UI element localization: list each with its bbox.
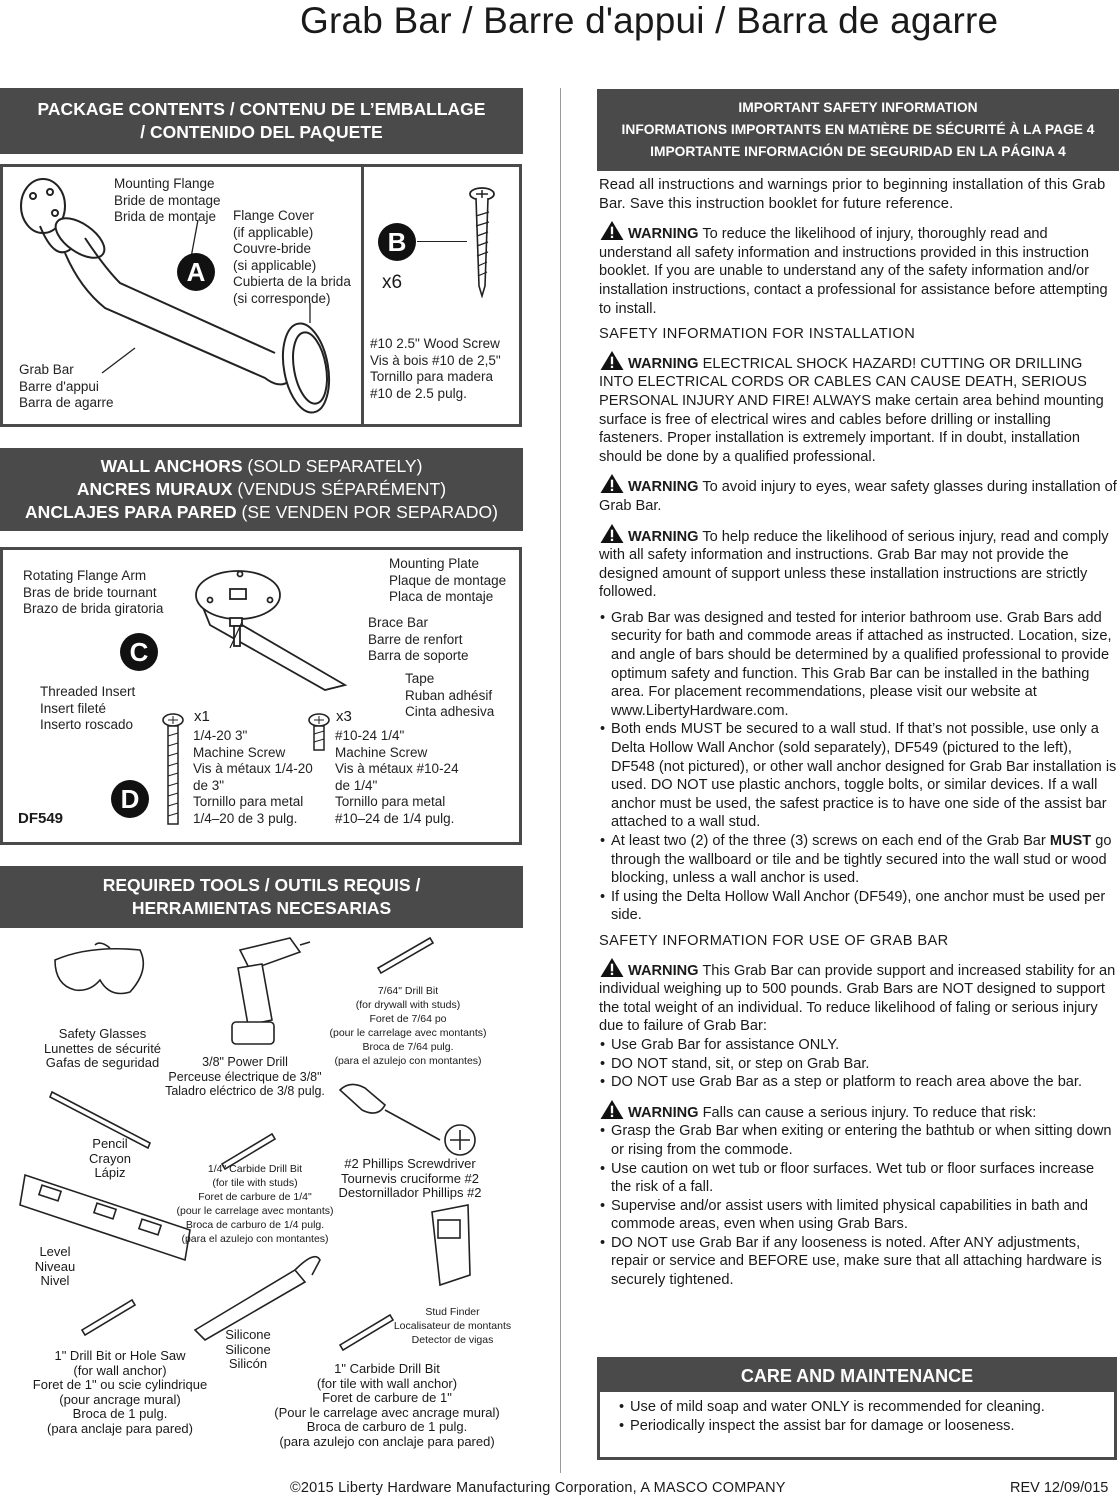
screw3-fr-size: de 1/4" [335, 777, 378, 793]
fall-4-c: use, make sure that all attaching hardware is securely tightened. [611, 1253, 1102, 1289]
wall-anchors-line2 [0, 478, 523, 501]
warning-6 [599, 1099, 1118, 1123]
glasses-es: Gafas de seguridad [45, 1055, 160, 1070]
flange-cover-fr: Couvre-bride [233, 241, 312, 256]
stud-finder-label [385, 1305, 520, 1347]
holesaw-fr: Foret de 1" ou scie cylindrique [32, 1377, 208, 1392]
bit764-en: 7/64" Drill Bit [377, 985, 439, 997]
bit14-es: Broca de carburo de 1/4 pulg. [185, 1219, 325, 1231]
holesaw-en-note: (for wall anchor) [73, 1362, 167, 1378]
brace-bar-en: Brace Bar [368, 615, 429, 630]
use-bullet-1 [611, 1036, 1118, 1055]
warning-6-label: WARNING [628, 1104, 699, 1121]
bit764-fr-note: (pour le carrelage avec montants) [329, 1027, 487, 1039]
warning-icon [599, 1099, 625, 1120]
wall-anchors-es-note: (SE VENDEN POR SEPARADO) [236, 502, 498, 522]
machine-screw-long-label [193, 728, 313, 827]
screw1-en: Machine Screw [193, 744, 286, 760]
use-1-bold: ONLY [798, 1036, 836, 1053]
brace-bar-fr: Barre de renfort [368, 631, 463, 647]
level-es: Nivel [40, 1273, 70, 1288]
screw3-en: Machine Screw [335, 744, 428, 760]
drill-es: Taladro eléctrico de 3/8 pulg. [165, 1084, 325, 1098]
required-tools-header [0, 866, 523, 928]
glasses-fr: Lunettes de sécurité [43, 1040, 162, 1056]
mounting-flange-en: Mounting Flange [114, 176, 215, 191]
safety-text [599, 176, 1118, 1297]
part-d-badge: D [111, 780, 149, 818]
care-bullet-2: • Periodically inspect the assist bar for damage or looseness. [630, 1417, 1114, 1436]
tape-label [405, 671, 494, 721]
screw1-es-size: 1/4–20 de 3 pulg. [193, 810, 298, 826]
mounting-plate-en: Mounting Plate [389, 556, 480, 571]
bullet-3-post: go through the wallboard or tile and be tightly secured into the wall stud or wood blocking, unless a wall anchor is used. [611, 833, 1112, 887]
machine-screw-short-label [335, 728, 459, 827]
warning-3-text: To avoid injury to eyes, wear safety glasses during installation of Grab Bar. [599, 479, 1117, 514]
carbide-bit-1-label [262, 1362, 512, 1449]
bit14-fr: Foret de carbure de 1/4" [198, 1191, 312, 1203]
rotating-flange-fr: Bras de bride tournant [23, 584, 157, 600]
drill-bit-764-label [318, 984, 498, 1068]
use-2-bold: DO NOT [611, 1055, 668, 1072]
use-bullet-2 [611, 1055, 1118, 1074]
level-label [25, 1245, 85, 1289]
fall-4-b: adjustments, repair or service and [611, 1234, 1081, 1270]
use-1-pre: Use Grab Bar for assistance [611, 1036, 799, 1053]
wall-anchor-illustration [170, 560, 400, 700]
warning-icon [599, 350, 625, 371]
warning-4 [599, 523, 1118, 602]
screw1-fr-size: de 3" [193, 777, 225, 793]
bit14-es-note: (para el azulejo con montantes) [181, 1233, 329, 1245]
threaded-insert-label [40, 684, 135, 734]
warning-5-not: NOT [942, 981, 973, 998]
part-b-badge: B [378, 223, 416, 261]
carbide1-en-note: (for tile with wall anchor) [316, 1375, 458, 1391]
screw3-size: #10-24 1/4" [335, 728, 405, 743]
flange-cover-en-note: (if applicable) [233, 224, 314, 240]
carbide1-es-note: (para azulejo con anclaje para pared) [279, 1433, 495, 1449]
page-title: Grab Bar / Barre d'appui / Barra de agarre [300, 0, 999, 41]
pencil-es: Lápiz [94, 1165, 126, 1180]
screw-d3-quantity: x3 [336, 708, 352, 725]
fall-bullet-4 [611, 1234, 1118, 1290]
wall-anchors-fr-note: (VENDUS SÉPARÉMENT) [232, 479, 447, 499]
holesaw-fr-note: (pour ancrage mural) [59, 1391, 181, 1407]
carbide1-en: 1" Carbide Drill Bit [334, 1361, 440, 1376]
warning-icon [599, 473, 625, 494]
stud-fr: Localisateur de montants [393, 1320, 512, 1332]
stud-es: Detector de vigas [411, 1334, 494, 1346]
care-1-bold: ONLY [810, 1399, 850, 1415]
warning-5-label: WARNING [628, 962, 699, 979]
install-bullet-3 [611, 832, 1118, 888]
install-bullets [599, 609, 1118, 925]
package-contents-header [0, 88, 523, 154]
brace-bar-es: Barra de soporte [368, 648, 469, 663]
wood-screw-label [370, 336, 501, 402]
bit764-fr: Foret de 7/64 po [369, 1013, 447, 1025]
package-header-line2: / CONTENIDO DEL PAQUETE [140, 122, 383, 142]
model-number: DF549 [18, 810, 64, 827]
screwdriver-en: #2 Phillips Screwdriver [344, 1156, 476, 1171]
wall-anchors-en-note: (SOLD SEPARATELY) [242, 456, 423, 476]
wall-anchors-es: ANCLAJES PARA PARED [25, 502, 237, 522]
drill-en: 3/8" Power Drill [202, 1055, 288, 1069]
fall-bullet-1: • Grasp the Grab Bar when exiting or entering the bathtub or when sitting down or rising from the commode. [611, 1122, 1118, 1159]
warning-icon [599, 523, 625, 544]
tape-en: Tape [405, 671, 435, 686]
mounting-plate-label [389, 556, 506, 606]
warning-5-text-a: This Grab Bar can provide support and increased stability for an individual weighing up to 500 pounds. Grab Bars are [599, 962, 1116, 998]
threaded-insert-es: Inserto roscado [40, 717, 134, 732]
safety-header-en: IMPORTANT SAFETY INFORMATION [738, 100, 978, 115]
grab-bar-en: Grab Bar [19, 362, 74, 377]
threaded-insert-en: Threaded Insert [40, 684, 136, 699]
warning-5-text-b: designed to support the total weight of an individual. To reduce likelihood of faling or serious injury due to failure of Grab Bar: [599, 981, 1105, 1035]
wall-anchors-en: WALL ANCHORS [100, 456, 243, 476]
wood-screw-icon [462, 186, 502, 298]
fall-4-a: use Grab Bar if any looseness is noted. After [667, 1234, 964, 1251]
screwdriver-es: Destornillador Phillips #2 [338, 1185, 482, 1200]
safety-header-es: IMPORTANTE INFORMACIÓN DE SEGURIDAD EN LA PÁGINA 4 [650, 144, 1066, 159]
use-3-post: use Grab Bar as a step or platform to reach area above the bar. [667, 1074, 1083, 1091]
fall-bullet-3: • Supervise and/or assist users with limited physical capabilities in bath and commode areas, even when using Grab Bars. [611, 1197, 1118, 1234]
bit14-en: 1/4" Carbide Drill Bit [207, 1163, 303, 1175]
fall-bullets [599, 1122, 1118, 1289]
warning-4-label: WARNING [628, 528, 699, 545]
screw1-fr: Vis à métaux 1/4-20 [193, 761, 313, 776]
tape-es: Cinta adhesiva [405, 704, 495, 719]
silicone-fr: Silicone [225, 1341, 271, 1357]
warning-1-text: To reduce the likelihood of injury, thoroughly read and understand all safety information and instructions provided in this instruction booklet. If you are unable to understand any of the safety information and/or installation instructions, contact a professional for assistance before attempting to install. [599, 226, 1108, 317]
fall-4-bold2: ANY [963, 1234, 994, 1251]
screw1-size: 1/4-20 3" [193, 728, 248, 743]
care-box [597, 1357, 1117, 1460]
wall-anchors-line3 [0, 501, 523, 524]
bullet-3-bold: MUST [1049, 833, 1092, 849]
care-header: CARE AND MAINTENANCE [600, 1360, 1114, 1392]
drill-fr: Perceuse électrique de 3/8" [168, 1069, 322, 1084]
warning-1 [599, 220, 1118, 318]
hole-saw-label [20, 1349, 220, 1436]
care-text [600, 1392, 1114, 1435]
holesaw-es-note: (para anclaje para pared) [47, 1420, 193, 1436]
care-1-post: is recommended for cleaning. [849, 1399, 1045, 1415]
mounting-flange-es: Brida de montaje [114, 209, 217, 224]
package-header-line1: PACKAGE CONTENTS / CONTENU DE L’EMBALLAGE [37, 99, 486, 119]
footer-copyright: ©2015 Liberty Hardware Manufacturing Corporation, A MASCO COMPANY [290, 1480, 786, 1496]
part-a-badge: A [177, 253, 215, 291]
footer-revision: REV 12/09/015 [1010, 1480, 1109, 1496]
screw-b-leader [417, 241, 467, 242]
grab-bar-label [19, 362, 114, 412]
bit14-fr-note: (pour le carrelage avec montants) [176, 1205, 334, 1217]
fall-bullet-2: • Use caution on wet tub or floor surfaces. Wet tub or floor surfaces increase the risk of a fall. [611, 1160, 1118, 1197]
carbide-bit-14-label [170, 1162, 340, 1246]
holesaw-es: Broca de 1 pulg. [72, 1406, 168, 1421]
carbide1-es: Broca de carburo de 1 pulg. [306, 1419, 468, 1434]
power-drill-label [160, 1055, 330, 1099]
use-bullets [599, 1036, 1118, 1092]
silicone-es: Silicón [228, 1356, 268, 1371]
pencil-fr: Crayon [89, 1150, 131, 1166]
wall-anchors-header [0, 448, 523, 531]
safety-info-header [597, 89, 1119, 171]
screw3-es-size: #10–24 de 1/4 pulg. [335, 810, 455, 826]
warning-icon [599, 220, 625, 241]
machine-screw-long-icon [160, 712, 186, 827]
mounting-flange-fr: Bride de montage [114, 192, 221, 208]
mounting-plate-es: Placa de montaje [389, 589, 494, 604]
brace-bar-label [368, 615, 469, 665]
bit14-en-note: (for tile with studs) [212, 1177, 298, 1189]
wood-screw-es-size: #10 de 2.5 pulg. [370, 385, 467, 401]
care-bullet-1 [630, 1398, 1114, 1417]
install-bullet-1: • Grab Bar was designed and tested for interior bathroom use. Grab Bars add security for bath and commode areas if attached as instructed. Location, size, and angle of bars should be determined by a qualified professional to provide optimum safety and function. This Grab Bar can be installed in the bathing area. For placement recommendations, please visit our website at www.LibertyHardware.com. [611, 609, 1118, 721]
level-en: Level [39, 1244, 71, 1259]
package-box-divider [361, 167, 364, 424]
warning-1-label: WARNING [628, 226, 699, 243]
wood-screw-es: Tornillo para madera [370, 369, 494, 384]
rotating-flange-en: Rotating Flange Arm [23, 568, 147, 583]
warning-5 [599, 957, 1118, 1036]
install-heading: SAFETY INFORMATION FOR INSTALLATION [599, 326, 916, 343]
tools-header-line1: REQUIRED TOOLS / OUTILS REQUIS / [102, 875, 421, 895]
level-fr: Niveau [34, 1258, 76, 1274]
use-2-post: stand, sit, or step on Grab Bar. [667, 1055, 870, 1072]
wood-screw-fr: Vis à bois #10 de 2,5" [370, 352, 501, 368]
bit764-en-note: (for drywall with studs) [355, 999, 461, 1011]
glasses-en: Safety Glasses [58, 1026, 147, 1041]
pencil-label [80, 1137, 140, 1181]
rotating-flange-label [23, 568, 163, 618]
tools-header-line2: HERRAMIENTAS NECESARIAS [131, 898, 392, 918]
install-bullet-2: • Both ends MUST be secured to a wall stud. If that’s not possible, use only a Delta Hollow Wall Anchor (sold separately), DF549 (pictured to the left), DF548 (not pictured), or other wall anchor designed for Grab Bar installation is used. DO NOT use plastic anchors, toggle bolts, or similar devices. If a wall anchor must be used, the safest practice is to have one side of the assist bar attached to a wall stud. [611, 720, 1118, 832]
mounting-plate-fr: Plaque de montage [389, 572, 507, 588]
care-1-pre: Use of mild soap and water [630, 1399, 811, 1415]
use-3-bold: DO NOT [611, 1074, 668, 1091]
tape-fr: Ruban adhésif [405, 687, 493, 703]
bullet-3-pre: At least two (2) of the three (3) screws on each end of the Grab Bar [611, 833, 1050, 849]
use-1-post: . [835, 1036, 840, 1053]
part-b-quantity: x6 [382, 272, 403, 293]
fall-4-bold1: DO NOT [611, 1234, 668, 1251]
part-c-badge: C [120, 633, 158, 671]
flange-cover-es-note: (si corresponde) [233, 290, 331, 306]
warning-2-text: ELECTRICAL SHOCK HAZARD! CUTTING OR DRILLING INTO ELECTRICAL CORDS OR CABLES CAN CAUSE DEATH, SERIOUS PERSONAL INJURY AND FIRE! ALWAYS make certain area behind mounting surface is free of electrical wires and cables before drilling or installing fasteners. Proper installation is extremely important. If in doubt, installation should be done by a qualified professional. [599, 355, 1104, 465]
wall-anchors-line1 [0, 455, 523, 478]
flange-cover-fr-note: (si applicable) [233, 257, 317, 273]
silicone-en: Silicone [225, 1327, 271, 1342]
pencil-en: Pencil [92, 1136, 128, 1151]
use-bullet-3 [611, 1073, 1118, 1092]
warning-4-text: To help reduce the likelihood of serious injury, read and comply with all safety information and instructions. Grab Bar may not provide the designed amount of support unless these installation instructions are strictly followed. [599, 528, 1109, 601]
grab-bar-es: Barra de agarre [19, 395, 114, 410]
safety-glasses-label [30, 1027, 175, 1071]
wood-screw-en: #10 2.5" Wood Screw [370, 336, 500, 351]
screw1-es: Tornillo para metal [193, 794, 304, 809]
flange-cover-es: Cubierta de la brida [233, 274, 351, 289]
warning-2-label: WARNING [628, 355, 699, 372]
screw3-fr: Vis à métaux #10-24 [335, 761, 459, 776]
rotating-flange-es: Brazo de brida giratoria [23, 601, 164, 616]
flange-cover-label [233, 208, 351, 307]
holesaw-en: 1" Drill Bit or Hole Saw [54, 1348, 186, 1363]
threaded-insert-fr: Insert fileté [40, 700, 107, 716]
warning-icon [599, 957, 625, 978]
warning-3-label: WARNING [628, 479, 699, 496]
column-divider [560, 88, 561, 1473]
screw-d1-quantity: x1 [194, 708, 210, 725]
screw3-es: Tornillo para metal [335, 794, 446, 809]
use-heading: SAFETY INFORMATION FOR USE OF GRAB BAR [599, 932, 949, 949]
safety-header-fr: INFORMATIONS IMPORTANTS EN MATIÈRE DE SÉCURITÉ À LA PAGE 4 [621, 122, 1095, 137]
screwdriver-label [325, 1157, 495, 1201]
safety-intro: Read all instructions and warnings prior to beginning installation of this Grab Bar. Save this instruction booklet for future reference. [599, 177, 1106, 212]
flange-cover-en: Flange Cover [233, 208, 315, 223]
screwdriver-fr: Tournevis cruciforme #2 [341, 1170, 479, 1186]
bit764-es: Broca de 7/64 pulg. [362, 1041, 454, 1053]
carbide1-fr-note: (Pour le carrelage avec ancrage mural) [274, 1404, 500, 1420]
warning-6-text: Falls can cause a serious injury. To reduce that risk: [698, 1104, 1037, 1121]
carbide1-fr: Foret de carbure de 1" [322, 1390, 452, 1405]
fall-4-bold3: BEFORE [748, 1253, 809, 1270]
warning-2 [599, 350, 1118, 467]
wall-anchors-fr: ANCRES MURAUX [76, 479, 233, 499]
stud-en: Stud Finder [425, 1306, 480, 1318]
warning-3 [599, 473, 1118, 515]
grab-bar-fr: Barre d'appui [19, 378, 99, 394]
mounting-flange-label [114, 176, 221, 226]
install-bullet-4: • If using the Delta Hollow Wall Anchor (DF549), one anchor must be used per side. [611, 888, 1118, 925]
bit764-es-note: (para el azulejo con montantes) [334, 1055, 482, 1067]
